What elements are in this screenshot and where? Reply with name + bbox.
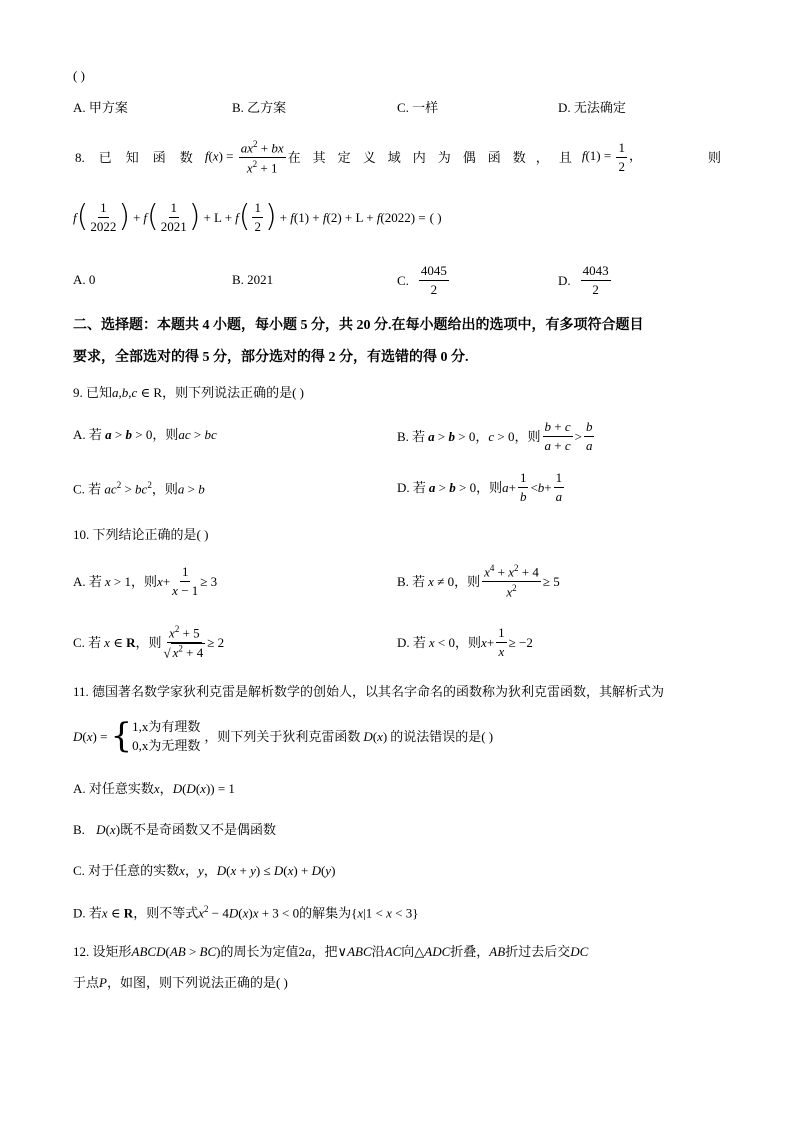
q10-stem: 10. 下列结论正确的是( ) [73,527,209,542]
q9-option-a: A. 若 a > b > 0，则ac > bc [73,427,217,442]
q10-option-b: B. 若 x ≠ 0 ，则 $\frac{x^4 + x^2 + 4}{x^2}$ ≥ 5 [397,562,560,599]
q8-number: 8. [75,149,85,165]
q9-stem: 9. 已知a,b,c ∈ R，则下列说法正确的是( ) [73,385,305,400]
q7-option-d: D. 无法确定 [558,100,626,115]
dirichlet-cases: 1,x为有理数 0,x为无理数 [132,718,201,753]
q10-option-a: A. 若 x > 1 ，则 x + $\frac{1}{x - 1}$ ≥ 3 [73,563,218,598]
q8-expression: f ( $\frac{1}{2022}$ ) + f ( $\frac{1}{2021}$ ) + L + f ( $\frac{1}{2}$ ) + f(1) + f(2) + L + f(2022) = ( ) [73,199,442,234]
q8-given-value: f(1) = $\frac{1}{2}$ ， [581,139,642,174]
section-2-heading-line2: 要求，全部选对的得 5 分，部分选对的得 2 分，有选错的得 0 分. [73,350,469,365]
q11-stem-line2: D ( x ) = { 1,x为有理数 0,x为无理数 ，则下列关于狄利克雷函数 D(x) 的说法错误的是( ) [73,716,494,756]
q8-option-d: D. $\frac{4043}{2}$ [558,262,609,297]
q11-option-b: B. D(x)既不是奇函数又不是偶函数 [73,822,277,837]
q11-option-d: D. 若x ∈ R，则不等式$x^2 - 4D(x)x + 3 < 0$的解集为{x|1 < x < 3} [73,904,419,921]
q8-option-b: B. 2021 [232,272,274,287]
q11-option-c: C. 对于任意的实数x，y，D(x + y) ≤ D(x) + D(y) [73,863,336,878]
q12-stem-line2: 于点P，如图，则下列说法正确的是( ) [73,975,288,990]
q8-function-def: f(x) = $\frac{ax^2 + bx}{x^2 + 1}$ [204,138,284,175]
q9-option-b: B. 若 a > b > 0，c > 0 ，则 $\frac{b + c}{a + c}$ > $\frac{b}{a}$ [397,418,593,453]
q7-option-c: C. 一样 [397,100,439,115]
q7-blank: ( ) [73,68,85,83]
q8-option-c: C. $\frac{4045}{2}$ [397,262,447,297]
q8-stem: 8. 已 知 函 数 f(x) = $\frac{ax^2 + bx}{x^2 + 1}$ 在 其 定 义 域 内 为 偶 函 数 ， 且 f(1) = $\frac{1}{2}$ ， 则 [75,138,721,175]
q9-option-d: D. 若 a > b > 0 ，则 a + $\frac{1}{b}$ < b + $\frac{1}{a}$ [397,469,563,504]
q7-option-a: A. 甲方案 [73,100,128,115]
q9-option-c: C. 若 $ac^2 > bc^2$，则a > b [73,480,205,497]
q11-option-a: A. 对任意实数x，D(D(x)) = 1 [73,781,235,796]
q10-option-c: C. 若 x ∈ R ，则 $\frac{x^2 + 5}{√ x^2 + 4}$ ≥ 2 [73,623,225,660]
q8-option-a: A. 0 [73,272,96,287]
q12-stem-line1: 12. 设矩形ABCD(AB > BC)的周长为定值2a，把∨ABC沿AC向△ADC折叠，AB折过去后交DC [73,944,589,959]
q7-option-b: B. 乙方案 [232,100,287,115]
section-2-heading-line1: 二、选择题：本题共 4 小题，每小题 5 分，共 20 分.在每小题给出的选项中，有多项符合题目 [73,318,644,333]
q10-option-d: D. 若 x < 0 ，则 x + $\frac{1}{x}$ ≥ −2 [397,624,533,659]
q11-stem-line1: 11. 德国著名数学家狄利克雷是解析数学的创始人，以其名字命名的函数称为狄利克雷函数，其解析式为 [73,684,665,699]
